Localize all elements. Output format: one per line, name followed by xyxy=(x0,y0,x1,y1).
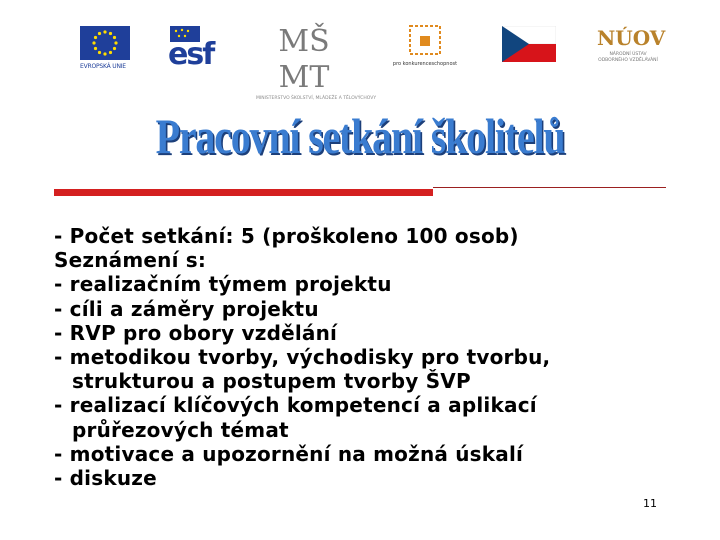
nuov-mark: NÚOV xyxy=(597,26,666,50)
msmt-mark: MŠ MT xyxy=(278,24,330,95)
op-emblem-icon xyxy=(402,24,448,58)
eu-logo xyxy=(80,22,134,72)
content-line: - motivace a upozornění na možná úskalí xyxy=(54,441,524,466)
czech-flag xyxy=(502,22,556,72)
slide-content xyxy=(54,224,674,490)
content-line: Seznámení s: xyxy=(54,248,207,273)
msmt-logo xyxy=(256,22,377,101)
logo-bar xyxy=(0,22,720,101)
content-line: - Počet setkání: 5 (proškoleno 100 osob) xyxy=(54,224,519,248)
esf-logo xyxy=(168,22,218,72)
content-line: průřezových témat xyxy=(72,417,289,442)
content-line: - cíli a záměry projektu xyxy=(54,296,319,321)
slide-title: Pracovní setkání školitelů xyxy=(155,108,565,164)
page-number: 11 xyxy=(643,497,657,510)
nuov-caption: NÁRODNÍ ÚSTAV ODBORNÉHO VZDĚLÁVÁNÍ xyxy=(598,52,658,63)
msmt-caption: MINISTERSTVO ŠKOLSTVÍ, MLÁDEŽE A TĚLOVÝCHOVY xyxy=(256,96,377,101)
czech-flag-icon xyxy=(502,26,556,62)
content-line: - realizačním týmem projektu xyxy=(54,272,392,297)
esf-text: esf xyxy=(168,37,214,72)
content-line: - realizací klíčových kompetencí a aplikací xyxy=(54,393,537,418)
op-logo xyxy=(392,22,458,72)
eu-flag-icon xyxy=(80,26,130,60)
title-underline-thick xyxy=(54,189,433,196)
eu-caption: EVROPSKÁ UNIE xyxy=(80,63,126,70)
op-caption: pro konkurenceschopnost xyxy=(392,61,458,67)
content-line: - diskuze xyxy=(54,466,157,491)
content-line: - metodikou tvorby, východisky pro tvorbu, xyxy=(54,345,551,370)
content-line: strukturou a postupem tvorby ŠVP xyxy=(72,369,471,394)
title-underline-thin xyxy=(433,187,666,188)
nuov-logo xyxy=(597,22,666,72)
content-line: - RVP pro obory vzdělání xyxy=(54,320,338,345)
